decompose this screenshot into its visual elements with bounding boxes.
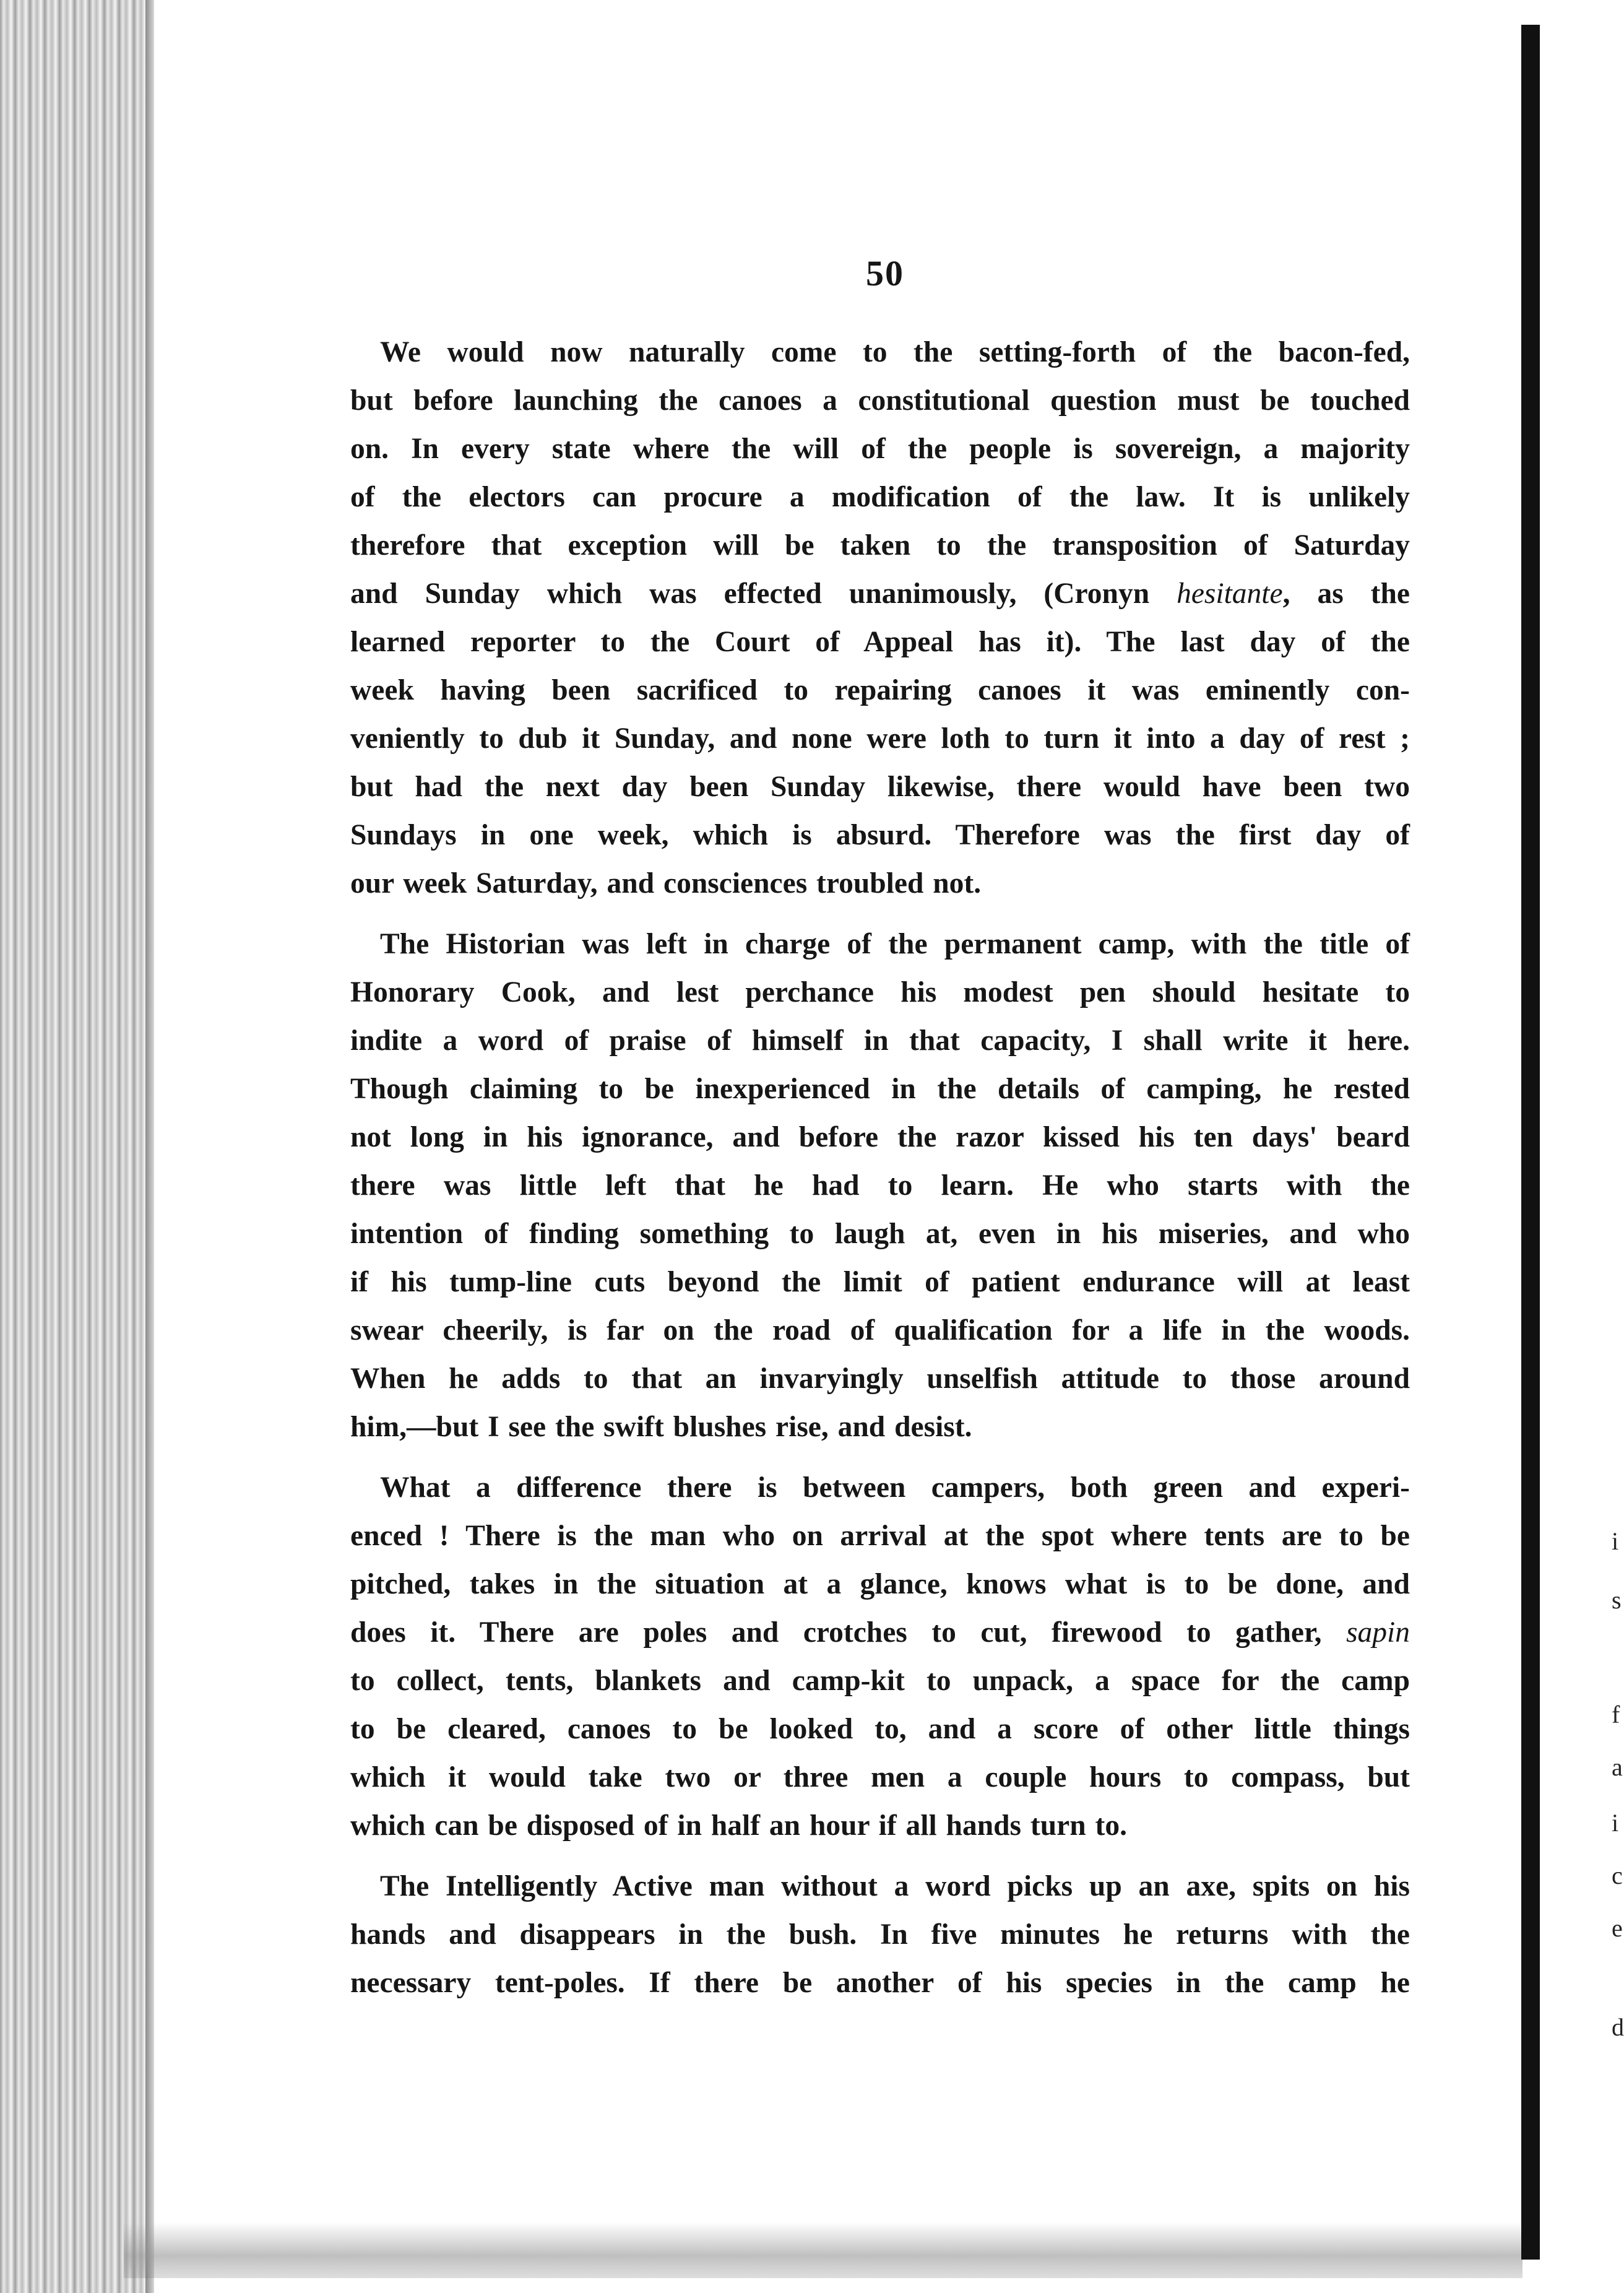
- text-line: week having been sacrificed to repairing canoes it was eminently con-: [350, 674, 1410, 706]
- text-line: but had the next day been Sunday likewise, there would have been two: [350, 771, 1410, 803]
- text-line: not long in his ignorance, and before the razor kissed his ten days' beard: [350, 1121, 1410, 1153]
- page-bottom-shadow: [124, 2222, 1522, 2278]
- paragraph-4: [350, 1862, 1410, 2007]
- text-line: on. In every state where the will of the people is sovereign, a majority: [350, 433, 1410, 465]
- text-line: our week Saturday, and consciences troubled not.: [350, 867, 982, 899]
- text-line: of the electors can procure a modification of the law. It is unlikely: [350, 481, 1410, 513]
- facing-page-fragment: [1612, 1529, 1624, 2086]
- text-segment: , as the: [1282, 578, 1410, 610]
- text-line: [350, 570, 1410, 618]
- facing-letter: e: [1612, 1914, 1623, 1942]
- page-gutter-shadow: [145, 0, 154, 2293]
- text-line: hands and disappears in the bush. In five minutes he returns with the: [350, 1918, 1410, 1951]
- text-line: him,—but I see the swift blushes rise, and desist.: [350, 1411, 972, 1443]
- text-line: What a difference there is between campers, both green and experi-: [380, 1472, 1410, 1504]
- text-line: enced ! There is the man who on arrival at the spot where tents are to be: [350, 1520, 1410, 1552]
- text-line: but before launching the canoes a constitutional question must be touched: [350, 384, 1410, 417]
- text-line: swear cheerily, is far on the road of qualification for a life in the woods.: [350, 1314, 1410, 1346]
- text-line: Honorary Cook, and lest perchance his modest pen should hesitate to: [350, 976, 1410, 1008]
- text-line: if his tump-line cuts beyond the limit of patient endurance will at least: [350, 1266, 1410, 1298]
- facing-letter: d: [1612, 2013, 1624, 2041]
- text-line: We would now naturally come to the setting-forth of the bacon-fed,: [380, 336, 1410, 368]
- text-line: [350, 1608, 1410, 1657]
- paragraph-1: [350, 328, 1410, 908]
- facing-letter: c: [1612, 1862, 1623, 1889]
- facing-letter: i: [1612, 1527, 1619, 1555]
- body-text: [350, 328, 1410, 2019]
- paragraph-3: [350, 1463, 1410, 1850]
- text-line: The Historian was left in charge of the permanent camp, with the title of: [380, 928, 1410, 960]
- text-line: therefore that exception will be taken to the transposition of Saturday: [350, 529, 1410, 561]
- text-line: indite a word of praise of himself in that capacity, I shall write it here.: [350, 1025, 1410, 1057]
- facing-letter: i: [1612, 1809, 1619, 1837]
- page-right-border: [1521, 25, 1540, 2260]
- paragraph-2: [350, 920, 1410, 1451]
- book-spine-edge: [0, 0, 145, 2293]
- text-line: Though claiming to be inexperienced in the details of camping, he rested: [350, 1073, 1410, 1105]
- facing-letter: a: [1612, 1753, 1623, 1781]
- text-line: to collect, tents, blankets and camp-kit to unpack, a space for the camp: [350, 1665, 1410, 1697]
- text-line: pitched, takes in the situation at a glance, knows what is to be done, and: [350, 1568, 1410, 1600]
- italic-word: hesitante: [1177, 578, 1283, 610]
- text-line: intention of finding something to laugh at, even in his miseries, and who: [350, 1218, 1410, 1250]
- text-line: veniently to dub it Sunday, and none were loth to turn it into a day of rest ;: [350, 722, 1410, 755]
- text-line: learned reporter to the Court of Appeal has it). The last day of the: [350, 626, 1410, 658]
- text-segment: and Sunday which was effected unanimously, (Cronyn: [350, 578, 1177, 610]
- text-line: When he adds to that an invaryingly unselfish attitude to those around: [350, 1363, 1410, 1395]
- text-line: which can be disposed of in half an hour if all hands turn to.: [350, 1810, 1127, 1842]
- text-line: necessary tent-poles. If there be another of his species in the camp he: [350, 1967, 1410, 1999]
- facing-letter: f: [1612, 1701, 1620, 1728]
- text-line: Sundays in one week, which is absurd. Therefore was the first day of: [350, 819, 1410, 851]
- facing-letter: s: [1612, 1586, 1622, 1614]
- italic-word: sapin: [1346, 1616, 1410, 1649]
- text-segment: does it. There are poles and crotches to cut, firewood to gather,: [350, 1616, 1347, 1649]
- text-line: which it would take two or three men a couple hours to compass, but: [350, 1761, 1410, 1793]
- text-line: there was little left that he had to learn. He who starts with the: [350, 1169, 1410, 1202]
- text-line: to be cleared, canoes to be looked to, and a score of other little things: [350, 1713, 1410, 1745]
- text-line: The Intelligently Active man without a word picks up an axe, spits on his: [380, 1870, 1410, 1902]
- page-number: 50: [866, 253, 904, 293]
